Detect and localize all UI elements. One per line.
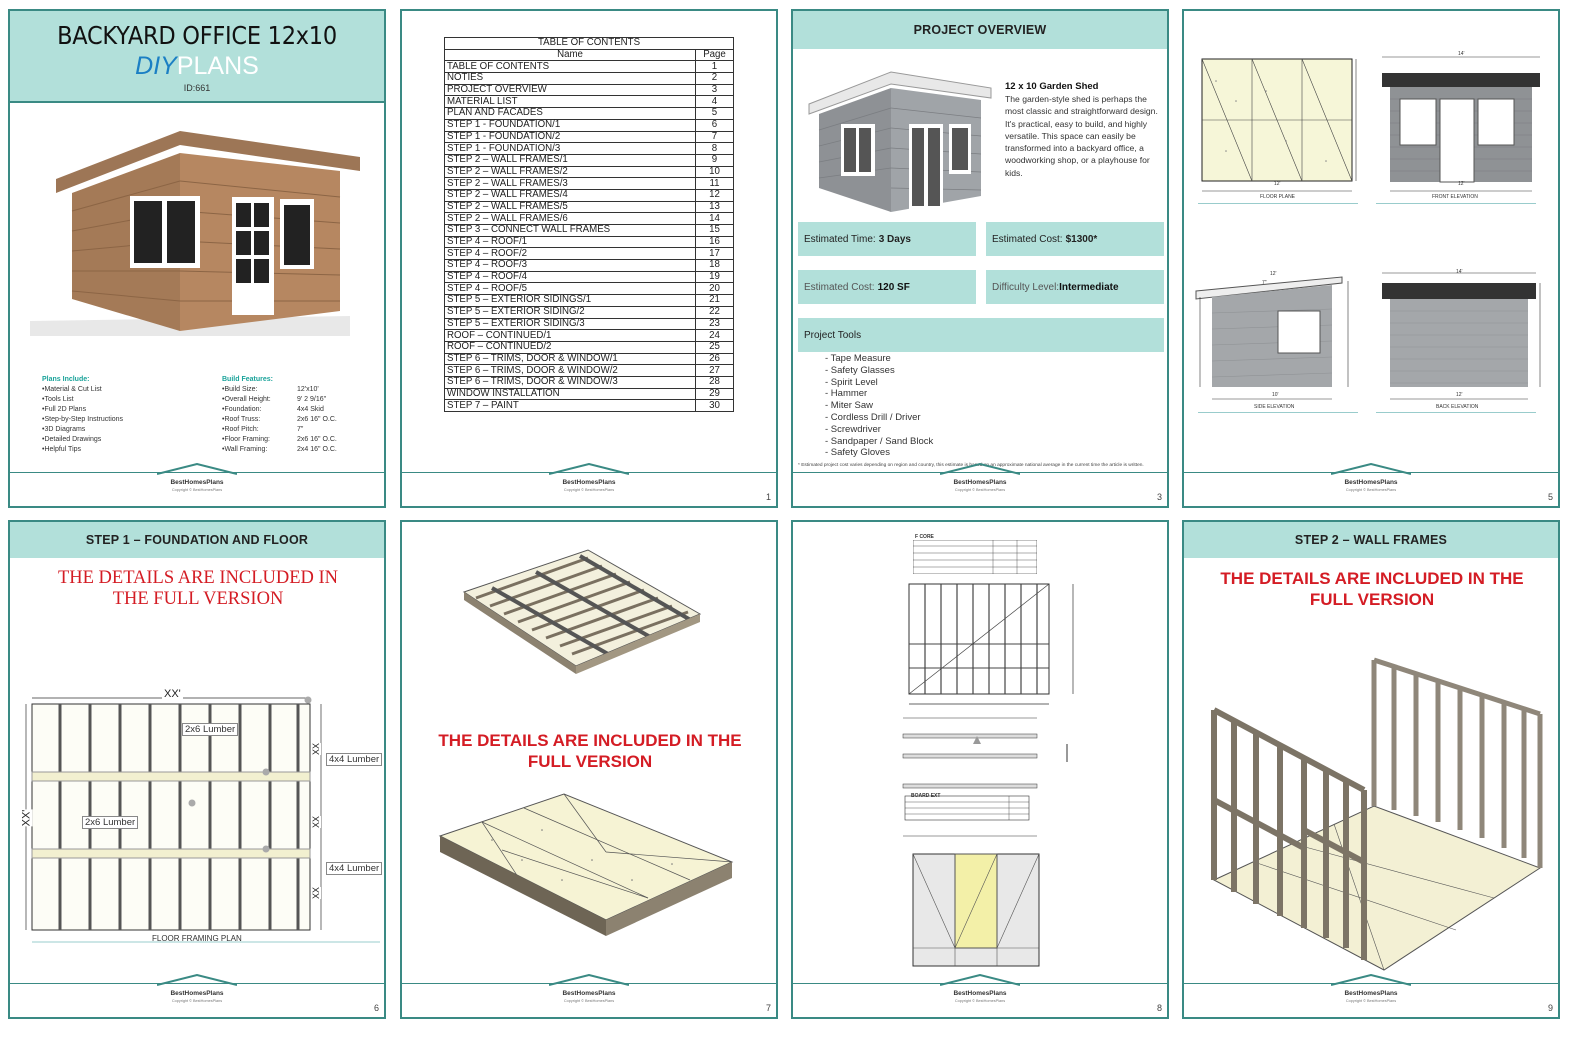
toc-entry-page: 3 bbox=[696, 84, 734, 96]
toc-entry-name: STEP 4 – ROOF/1 bbox=[445, 236, 696, 248]
table-row bbox=[445, 376, 734, 388]
toc-entry-page: 28 bbox=[696, 376, 734, 388]
footer-brand: BestHomesPlans bbox=[1344, 479, 1398, 486]
toc-entry-name: STEP 4 – ROOF/5 bbox=[445, 283, 696, 295]
floor-plane-dim: 12' bbox=[1274, 181, 1281, 187]
difficulty-level-box: Difficulty Level: Intermediate bbox=[986, 270, 1164, 304]
toc-entry-name: STEP 6 – TRIMS, DOOR & WINDOW/3 bbox=[445, 376, 696, 388]
feature-value: 2x4 16" O.C. bbox=[297, 446, 337, 453]
list-item: - Spirit Level bbox=[825, 376, 878, 388]
feature-value: 2x6 16" O.C. bbox=[297, 416, 337, 423]
toc-entry-page: 23 bbox=[696, 318, 734, 330]
front-elevation-width-dim: 14' bbox=[1458, 51, 1465, 57]
toc-entry-name: PLAN AND FACADES bbox=[445, 108, 696, 120]
estimated-area-box: Estimated Cost: 120 SF bbox=[798, 270, 976, 304]
page-footer bbox=[10, 472, 384, 506]
page-project-overview bbox=[791, 9, 1169, 508]
table-row bbox=[445, 400, 734, 412]
toc-entry-name: STEP 4 – ROOF/3 bbox=[445, 260, 696, 272]
page-footer bbox=[1184, 472, 1558, 506]
footer-copyright: Copyright © BestHomesPlans bbox=[563, 488, 615, 492]
sheathing-layout-drawing bbox=[911, 852, 1041, 968]
page-footer bbox=[402, 472, 776, 506]
toc-entry-name: STEP 1 - FOUNDATION/3 bbox=[445, 143, 696, 155]
footer-brand: BestHomesPlans bbox=[562, 479, 616, 486]
table-row bbox=[445, 143, 734, 155]
toc-entry-page: 2 bbox=[696, 73, 734, 85]
toc-entry-page: 29 bbox=[696, 388, 734, 400]
toc-entry-page: 20 bbox=[696, 283, 734, 295]
side-elevation-pitch: 7" bbox=[1262, 280, 1267, 286]
page-footer bbox=[793, 472, 1167, 506]
feature-value: 2x6 16" O.C. bbox=[297, 436, 337, 443]
list-item: •Material & Cut List bbox=[42, 386, 102, 393]
project-tools-list bbox=[825, 353, 933, 459]
table-row bbox=[445, 225, 734, 237]
footer-brand: BestHomesPlans bbox=[562, 990, 616, 997]
diy-plans-logo: DIYPLANS bbox=[135, 52, 259, 80]
toc-entry-name: STEP 1 - FOUNDATION/1 bbox=[445, 119, 696, 131]
table-row bbox=[445, 189, 734, 201]
table-row bbox=[445, 178, 734, 190]
table-row bbox=[445, 201, 734, 213]
roof-logo-icon bbox=[940, 463, 1020, 475]
project-tools-box: Project Tools bbox=[798, 318, 1164, 352]
back-elevation-top-dim: 14' bbox=[1456, 269, 1463, 275]
toc-entry-name: STEP 7 – PAINT bbox=[445, 400, 696, 412]
floor-frame-3d-image bbox=[452, 542, 712, 722]
toc-entry-name: TABLE OF CONTENTS bbox=[445, 61, 696, 73]
toc-entry-page: 14 bbox=[696, 213, 734, 225]
table-row bbox=[445, 353, 734, 365]
list-item: •3D Diagrams bbox=[42, 426, 86, 433]
toc-entry-page: 21 bbox=[696, 295, 734, 307]
build-features-heading: Build Features: bbox=[222, 376, 273, 383]
roof-logo-icon bbox=[940, 974, 1020, 986]
back-elevation-drawing bbox=[1376, 269, 1546, 409]
toc-entry-name: ROOF – CONTINUED/1 bbox=[445, 330, 696, 342]
board-ext-label: BOARD EXT bbox=[911, 793, 941, 799]
roof-logo-icon bbox=[1331, 974, 1411, 986]
wall-frames-3d-image bbox=[1194, 630, 1550, 980]
full-version-notice: THE DETAILS ARE INCLUDED IN THE FULL VERSION bbox=[1220, 569, 1524, 609]
list-item: •Full 2D Plans bbox=[42, 406, 87, 413]
estimated-cost-box: Estimated Cost: $1300* bbox=[986, 222, 1164, 256]
estimated-time-box: Estimated Time: 3 Days bbox=[798, 222, 976, 256]
table-row bbox=[445, 318, 734, 330]
toc-entry-name: STEP 2 – WALL FRAMES/6 bbox=[445, 213, 696, 225]
toc-entry-name: STEP 2 – WALL FRAMES/2 bbox=[445, 166, 696, 178]
shed-render-image bbox=[20, 121, 370, 341]
page-step1-foundation bbox=[8, 520, 386, 1019]
page-plans-facades bbox=[1182, 9, 1560, 508]
floor-framing-caption: FLOOR FRAMING PLAN bbox=[152, 934, 242, 943]
toc-entry-page: 27 bbox=[696, 365, 734, 377]
toc-entry-name: ROOF – CONTINUED/2 bbox=[445, 341, 696, 353]
feature-label: •Overall Height: bbox=[222, 396, 271, 403]
floor-plane-drawing bbox=[1196, 51, 1361, 201]
toc-entry-page: 18 bbox=[696, 260, 734, 272]
table-row bbox=[445, 295, 734, 307]
list-item: •Tools List bbox=[42, 396, 74, 403]
toc-entry-page: 9 bbox=[696, 154, 734, 166]
page-step2-wall-frames bbox=[1182, 520, 1560, 1019]
page-number: 8 bbox=[1156, 1003, 1162, 1013]
toc-entry-page: 5 bbox=[696, 108, 734, 120]
table-row bbox=[445, 271, 734, 283]
feature-value: 9' 2 9/16" bbox=[297, 396, 327, 403]
toc-entry-name: STEP 5 – EXTERIOR SIDING/2 bbox=[445, 306, 696, 318]
table-row bbox=[445, 96, 734, 108]
overview-header: PROJECT OVERVIEW bbox=[793, 11, 1167, 49]
front-elevation-dim: 12' bbox=[1458, 181, 1465, 187]
footer-copyright: Copyright © BestHomesPlans bbox=[954, 999, 1006, 1003]
list-item: - Screwdriver bbox=[825, 423, 881, 435]
back-elevation-label: BACK ELEVATION bbox=[1436, 404, 1479, 410]
feature-value: 4x4 Skid bbox=[297, 406, 324, 413]
lumber-label-4x4-bottom: 4x4 Lumber bbox=[326, 862, 382, 875]
toc-entry-page: 17 bbox=[696, 248, 734, 260]
feature-label: •Floor Framing: bbox=[222, 436, 270, 443]
dim-depth: XX' bbox=[20, 809, 33, 827]
plans-include-list bbox=[42, 375, 123, 455]
toc-entry-name: STEP 5 – EXTERIOR SIDING/3 bbox=[445, 318, 696, 330]
page-cover bbox=[8, 9, 386, 508]
footer-copyright: Copyright © BestHomesPlans bbox=[563, 999, 615, 1003]
toc-entry-page: 4 bbox=[696, 96, 734, 108]
full-version-notice: THE DETAILS ARE INCLUDED IN THE FULL VERSION bbox=[57, 568, 339, 609]
side-elevation-top-dim: 12' bbox=[1270, 271, 1277, 277]
table-row bbox=[445, 119, 734, 131]
toc-entry-name: STEP 4 – ROOF/2 bbox=[445, 248, 696, 260]
toc-entry-name: STEP 2 – WALL FRAMES/3 bbox=[445, 178, 696, 190]
lumber-label-2x6-left: 2x6 Lumber bbox=[82, 816, 138, 829]
feature-label: •Foundation: bbox=[222, 406, 262, 413]
shed-description: The garden-style shed is perhaps the most classic and straightforward design. It's practical, easy to build, and highly versatile. This space can easily be transformed into a backyard office, a woodworking shop, or a playhouse for kids. bbox=[1005, 94, 1158, 178]
table-row bbox=[445, 306, 734, 318]
feature-label: •Wall Framing: bbox=[222, 446, 268, 453]
table-row bbox=[445, 154, 734, 166]
page-number: 9 bbox=[1547, 1003, 1553, 1013]
page-footer bbox=[1184, 983, 1558, 1017]
dim-width: XX' bbox=[164, 688, 181, 700]
floor-plane-label: FLOOR PLANE bbox=[1260, 194, 1296, 200]
toc-entry-page: 11 bbox=[696, 178, 734, 190]
full-version-notice: THE DETAILS ARE INCLUDED IN THE FULL VERSION bbox=[438, 731, 742, 771]
toc-entry-page: 30 bbox=[696, 400, 734, 412]
list-item: •Helpful Tips bbox=[42, 446, 82, 453]
toc-entry-name: STEP 2 – WALL FRAMES/4 bbox=[445, 189, 696, 201]
footer-copyright: Copyright © BestHomesPlans bbox=[171, 999, 223, 1003]
table-row bbox=[445, 365, 734, 377]
page-footer bbox=[793, 983, 1167, 1017]
footer-copyright: Copyright © BestHomesPlans bbox=[954, 488, 1006, 492]
divider bbox=[1198, 203, 1358, 204]
toc-entry-name: MATERIAL LIST bbox=[445, 96, 696, 108]
list-item: - Safety Gloves bbox=[825, 447, 890, 459]
page-number: 1 bbox=[765, 492, 771, 502]
page-floor-3d bbox=[400, 520, 778, 1019]
core-label: F CORE bbox=[915, 534, 934, 540]
toc-table bbox=[444, 37, 734, 412]
page-table-of-contents bbox=[400, 9, 778, 508]
toc-entry-name: STEP 6 – TRIMS, DOOR & WINDOW/1 bbox=[445, 353, 696, 365]
divider bbox=[1198, 412, 1358, 413]
toc-entry-name: NOTIES bbox=[445, 73, 696, 85]
front-elevation-label: FRONT ELEVATION bbox=[1432, 194, 1478, 200]
front-elevation-drawing bbox=[1376, 51, 1546, 201]
table-row bbox=[445, 236, 734, 248]
page-number: 6 bbox=[373, 1003, 379, 1013]
roof-logo-icon bbox=[549, 974, 629, 986]
toc-entry-name: PROJECT OVERVIEW bbox=[445, 84, 696, 96]
feature-label: •Build Size: bbox=[222, 386, 258, 393]
toc-entry-page: 25 bbox=[696, 341, 734, 353]
toc-entry-name: STEP 2 – WALL FRAMES/5 bbox=[445, 201, 696, 213]
page-number: 7 bbox=[765, 1003, 771, 1013]
list-item: - Cordless Drill / Driver bbox=[825, 411, 921, 423]
list-item: •Detailed Drawings bbox=[42, 436, 102, 443]
footer-brand: BestHomesPlans bbox=[953, 990, 1007, 997]
table-row bbox=[445, 248, 734, 260]
plans-include-heading: Plans Include: bbox=[42, 376, 90, 383]
page-number: 5 bbox=[1547, 492, 1553, 502]
table-row bbox=[445, 283, 734, 295]
floor-sheathing-3d-image bbox=[432, 790, 742, 965]
table-row bbox=[445, 61, 734, 73]
side-elevation-drawing bbox=[1192, 269, 1362, 409]
toc-entry-page: 7 bbox=[696, 131, 734, 143]
table-row bbox=[445, 73, 734, 85]
footer-copyright: Copyright © BestHomesPlans bbox=[1345, 999, 1397, 1003]
toc-entry-page: 8 bbox=[696, 143, 734, 155]
build-features-list bbox=[222, 375, 372, 455]
cost-footnote: * Estimated project cost varies depending on region and country, this estimate is based on an approximate national average in the current time the article is written. bbox=[798, 463, 1144, 468]
lumber-label-2x6-top: 2x6 Lumber bbox=[182, 723, 238, 736]
toc-entry-page: 10 bbox=[696, 166, 734, 178]
feature-label: •Roof Truss: bbox=[222, 416, 261, 423]
plan-id: ID:661 bbox=[183, 83, 211, 93]
feature-value: 12'x10' bbox=[297, 386, 319, 393]
roof-logo-icon bbox=[157, 974, 237, 986]
footer-copyright: Copyright © BestHomesPlans bbox=[1345, 488, 1397, 492]
footer-copyright: Copyright © BestHomesPlans bbox=[171, 488, 223, 492]
table-row bbox=[445, 108, 734, 120]
toc-entry-page: 6 bbox=[696, 119, 734, 131]
toc-entry-page: 24 bbox=[696, 330, 734, 342]
back-elevation-dim: 12' bbox=[1456, 392, 1463, 398]
footer-brand: BestHomesPlans bbox=[170, 479, 224, 486]
list-item: - Tape Measure bbox=[825, 353, 891, 364]
toc-entry-page: 26 bbox=[696, 353, 734, 365]
table-row bbox=[445, 166, 734, 178]
dim-spacing-1: XX bbox=[311, 742, 322, 756]
divider bbox=[1376, 203, 1536, 204]
side-elevation-dim: 10' bbox=[1272, 392, 1279, 398]
side-elevation-label: SIDE ELEVATION bbox=[1254, 404, 1295, 410]
list-item: - Miter Saw bbox=[825, 400, 874, 412]
toc-entry-name: STEP 1 - FOUNDATION/2 bbox=[445, 131, 696, 143]
page-number: 3 bbox=[1156, 492, 1162, 502]
toc-entry-name: STEP 2 – WALL FRAMES/1 bbox=[445, 154, 696, 166]
step2-header: STEP 2 – WALL FRAMES bbox=[1184, 522, 1558, 558]
toc-entry-name: WINDOW INSTALLATION bbox=[445, 388, 696, 400]
toc-entry-page: 19 bbox=[696, 271, 734, 283]
list-item: - Safety Glasses bbox=[825, 364, 895, 376]
roof-logo-icon bbox=[1331, 463, 1411, 475]
table-row bbox=[445, 341, 734, 353]
wall-frame-drawing bbox=[901, 580, 1091, 710]
dim-spacing-3: XX bbox=[311, 886, 322, 900]
stud-layout-drawing bbox=[889, 714, 1089, 844]
cover-header bbox=[10, 11, 384, 103]
toc-title: TABLE OF CONTENTS bbox=[445, 38, 734, 50]
footer-brand: BestHomesPlans bbox=[953, 479, 1007, 486]
feature-value: 7" bbox=[297, 426, 304, 433]
toc-entry-page: 22 bbox=[696, 306, 734, 318]
lumber-label-4x4-top: 4x4 Lumber bbox=[326, 753, 382, 766]
toc-entry-name: STEP 4 – ROOF/4 bbox=[445, 271, 696, 283]
toc-entry-page: 12 bbox=[696, 189, 734, 201]
toc-entry-name: STEP 3 – CONNECT WALL FRAMES bbox=[445, 225, 696, 237]
toc-col-name: Name bbox=[445, 49, 696, 61]
cut-list-table bbox=[913, 540, 1037, 574]
footer-brand: BestHomesPlans bbox=[1344, 990, 1398, 997]
footer-brand: BestHomesPlans bbox=[170, 990, 224, 997]
toc-entry-page: 1 bbox=[696, 61, 734, 73]
shed-gray-image bbox=[801, 66, 996, 216]
page-footer bbox=[10, 983, 384, 1017]
dim-spacing-2: XX bbox=[311, 815, 322, 829]
roof-logo-icon bbox=[157, 463, 237, 475]
toc-entry-page: 13 bbox=[696, 201, 734, 213]
cover-title: BACKYARD OFFICE 12x10 bbox=[57, 21, 337, 50]
table-row bbox=[445, 84, 734, 96]
toc-entry-page: 15 bbox=[696, 225, 734, 237]
step1-header: STEP 1 – FOUNDATION AND FLOOR bbox=[10, 522, 384, 558]
table-row bbox=[445, 213, 734, 225]
list-item: - Hammer bbox=[825, 388, 868, 400]
list-item: - Sandpaper / Sand Block bbox=[825, 435, 934, 447]
roof-logo-icon bbox=[549, 463, 629, 475]
page-technical-drawings bbox=[791, 520, 1169, 1019]
feature-label: •Roof Pitch: bbox=[222, 426, 259, 433]
table-row bbox=[445, 260, 734, 272]
table-row bbox=[445, 388, 734, 400]
table-row bbox=[445, 131, 734, 143]
page-footer bbox=[402, 983, 776, 1017]
toc-entry-name: STEP 5 – EXTERIOR SIDINGS/1 bbox=[445, 295, 696, 307]
table-row bbox=[445, 330, 734, 342]
divider bbox=[1376, 412, 1536, 413]
list-item: •Step-by-Step Instructions bbox=[42, 416, 124, 423]
toc-col-page: Page bbox=[696, 49, 734, 61]
shed-title: 12 x 10 Garden Shed bbox=[1005, 81, 1099, 92]
toc-entry-name: STEP 6 – TRIMS, DOOR & WINDOW/2 bbox=[445, 365, 696, 377]
toc-entry-page: 16 bbox=[696, 236, 734, 248]
